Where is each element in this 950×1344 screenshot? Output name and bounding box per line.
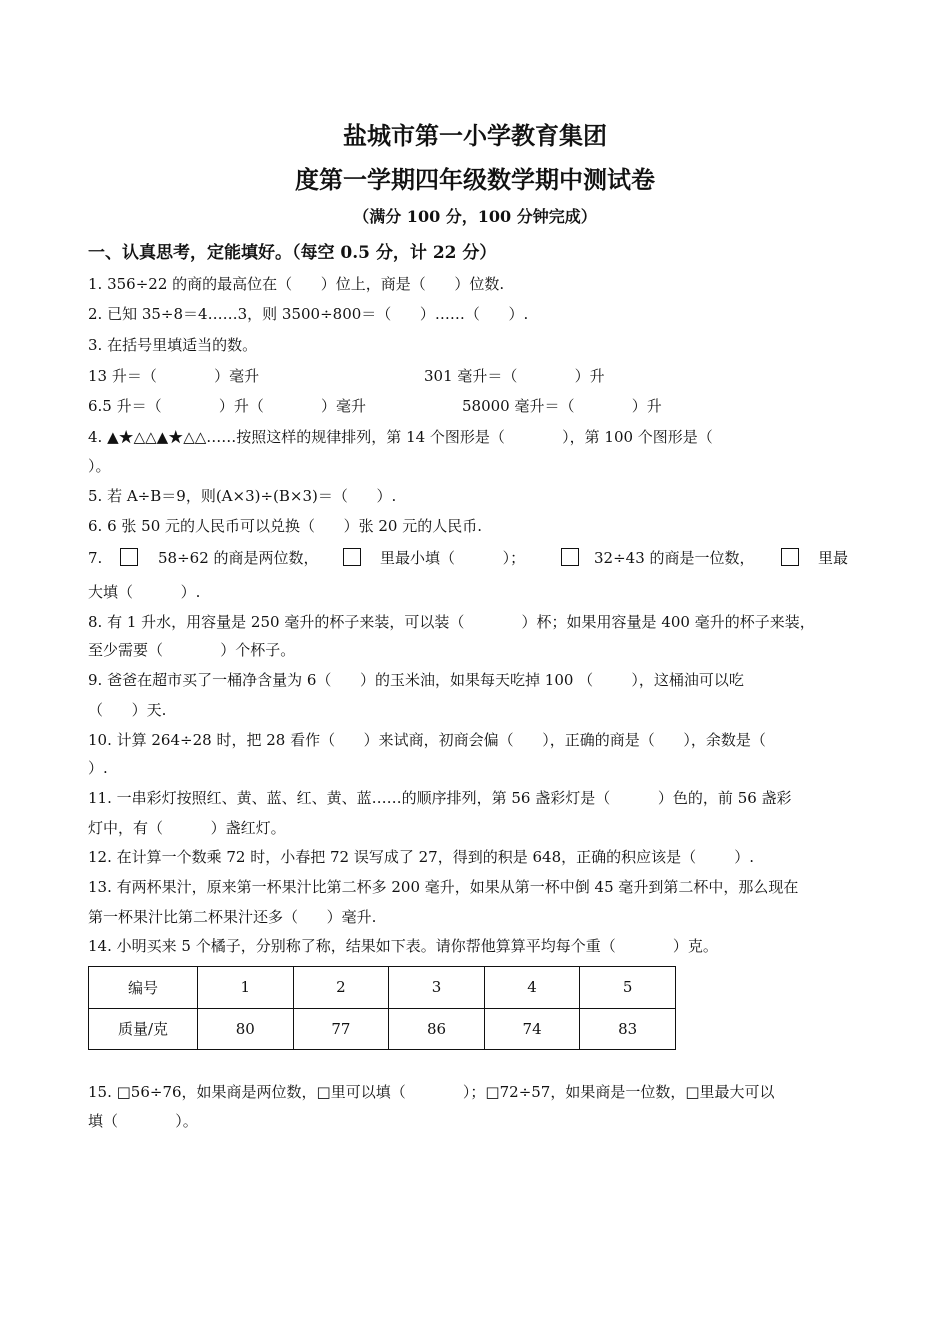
question-5: 5. 若 A÷B＝9，则(A×3)÷(B×3)＝（ ）. xyxy=(88,487,397,505)
orange-weight-table xyxy=(88,966,676,1050)
question-7-part-a: 58÷62 的商是两位数， xyxy=(158,549,319,567)
question-7-number: 7. xyxy=(88,549,103,567)
table-cell: 质量/克 xyxy=(89,1008,198,1050)
question-12: 12. 在计算一个数乘 72 时，小春把 72 误写成了 27，得到的积是 648，正确的积应该是（ ）. xyxy=(88,848,755,866)
question-9: 9. 爸爸在超市买了一桶净含量为 6（ ）的玉米油，如果每天吃掉 100 （ ），这桶油可以吃 xyxy=(88,671,744,689)
answer-box-4 xyxy=(781,548,799,568)
answer-box-3 xyxy=(561,548,579,568)
answer-box-1 xyxy=(120,548,138,568)
question-2: 2. 已知 35÷8＝4……3，则 3500÷800＝（ ）……（ ）. xyxy=(88,305,529,323)
section1-heading: 一、认真思考，定能填好。（每空 0.5 分，计 22 分） xyxy=(88,243,497,263)
question-13: 13. 有两杯果汁，原来第一杯果汁比第二杯多 200 毫升，如果从第一杯中倒 45 毫升到第二杯中，那么现在 xyxy=(88,878,799,896)
question-11-cont: 灯中，有（ ）盏红灯。 xyxy=(88,819,286,837)
question-10: 10. 计算 264÷28 时，把 28 看作（ ）来试商，初商会偏（ ），正确的商是（ ），余数是（ xyxy=(88,731,766,749)
table-cell: 3 xyxy=(389,967,485,1009)
question-9-cont: （ ）天. xyxy=(88,701,167,719)
table-cell: 编号 xyxy=(89,967,198,1009)
question-1: 1. 356÷22 的商的最高位在（ ）位上，商是（ ）位数. xyxy=(88,275,505,293)
table-row xyxy=(89,967,676,1009)
question-3a: 13 升＝（ ）毫升 xyxy=(88,367,260,385)
question-15: 15. □56÷76，如果商是两位数，□里可以填（ ）；□72÷57，如果商是一位数，□里最大可以 xyxy=(88,1083,775,1101)
subtitle: （满分 100 分，100 分钟完成） xyxy=(353,207,597,226)
question-8-cont: 至少需要（ ）个杯子。 xyxy=(88,641,296,659)
question-8: 8. 有 1 升水，用容量是 250 毫升的杯子来装，可以装（ ）杯；如果用容量是 400 毫升的杯子来装， xyxy=(88,613,815,631)
question-3b: 301 毫升＝（ ）升 xyxy=(424,367,605,385)
title-line2: 度第一学期四年级数学期中测试卷 xyxy=(295,165,655,194)
question-7-cont: 大填（ ）. xyxy=(88,583,201,601)
question-3c: 6.5 升＝（ ）升（ ）毫升 xyxy=(88,397,367,415)
table-cell: 86 xyxy=(389,1008,485,1050)
question-6: 6. 6 张 50 元的人民币可以兑换（ ）张 20 元的人民币. xyxy=(88,517,483,535)
table-cell: 2 xyxy=(293,967,389,1009)
table-cell: 80 xyxy=(198,1008,294,1050)
question-3d: 58000 毫升＝（ ）升 xyxy=(462,397,662,415)
table-cell: 4 xyxy=(484,967,580,1009)
table-cell: 74 xyxy=(484,1008,580,1050)
question-10-cont: ）. xyxy=(88,759,108,777)
question-13-cont: 第一杯果汁比第二杯果汁还多（ ）毫升. xyxy=(88,908,377,926)
question-7-part-c: 32÷43 的商是一位数， xyxy=(594,549,755,567)
table-cell: 5 xyxy=(580,967,676,1009)
question-7-part-d: 里最 xyxy=(818,549,849,567)
question-14: 14. 小明买来 5 个橘子，分别称了称，结果如下表。请你帮他算算平均每个重（ ）克。 xyxy=(88,937,718,955)
title-line1: 盐城市第一小学教育集团 xyxy=(343,121,607,150)
question-3: 3. 在括号里填适当的数。 xyxy=(88,336,258,354)
table-cell: 83 xyxy=(580,1008,676,1050)
table-row xyxy=(89,1008,676,1050)
question-7-part-b: 里最小填（ ）； xyxy=(380,549,526,567)
answer-box-2 xyxy=(343,548,361,568)
question-4-cont: ）。 xyxy=(88,457,111,475)
question-15-cont: 填（ ）。 xyxy=(88,1112,198,1130)
question-4: 4. ▲★△△▲★△△……按照这样的规律排列，第 14 个图形是（ ），第 100 个图形是（ xyxy=(88,428,713,446)
question-11: 11. 一串彩灯按照红、黄、蓝、红、黄、蓝……的顺序排列，第 56 盏彩灯是（ ）色的，前 56 盏彩 xyxy=(88,789,792,807)
table-cell: 77 xyxy=(293,1008,389,1050)
table-cell: 1 xyxy=(198,967,294,1009)
